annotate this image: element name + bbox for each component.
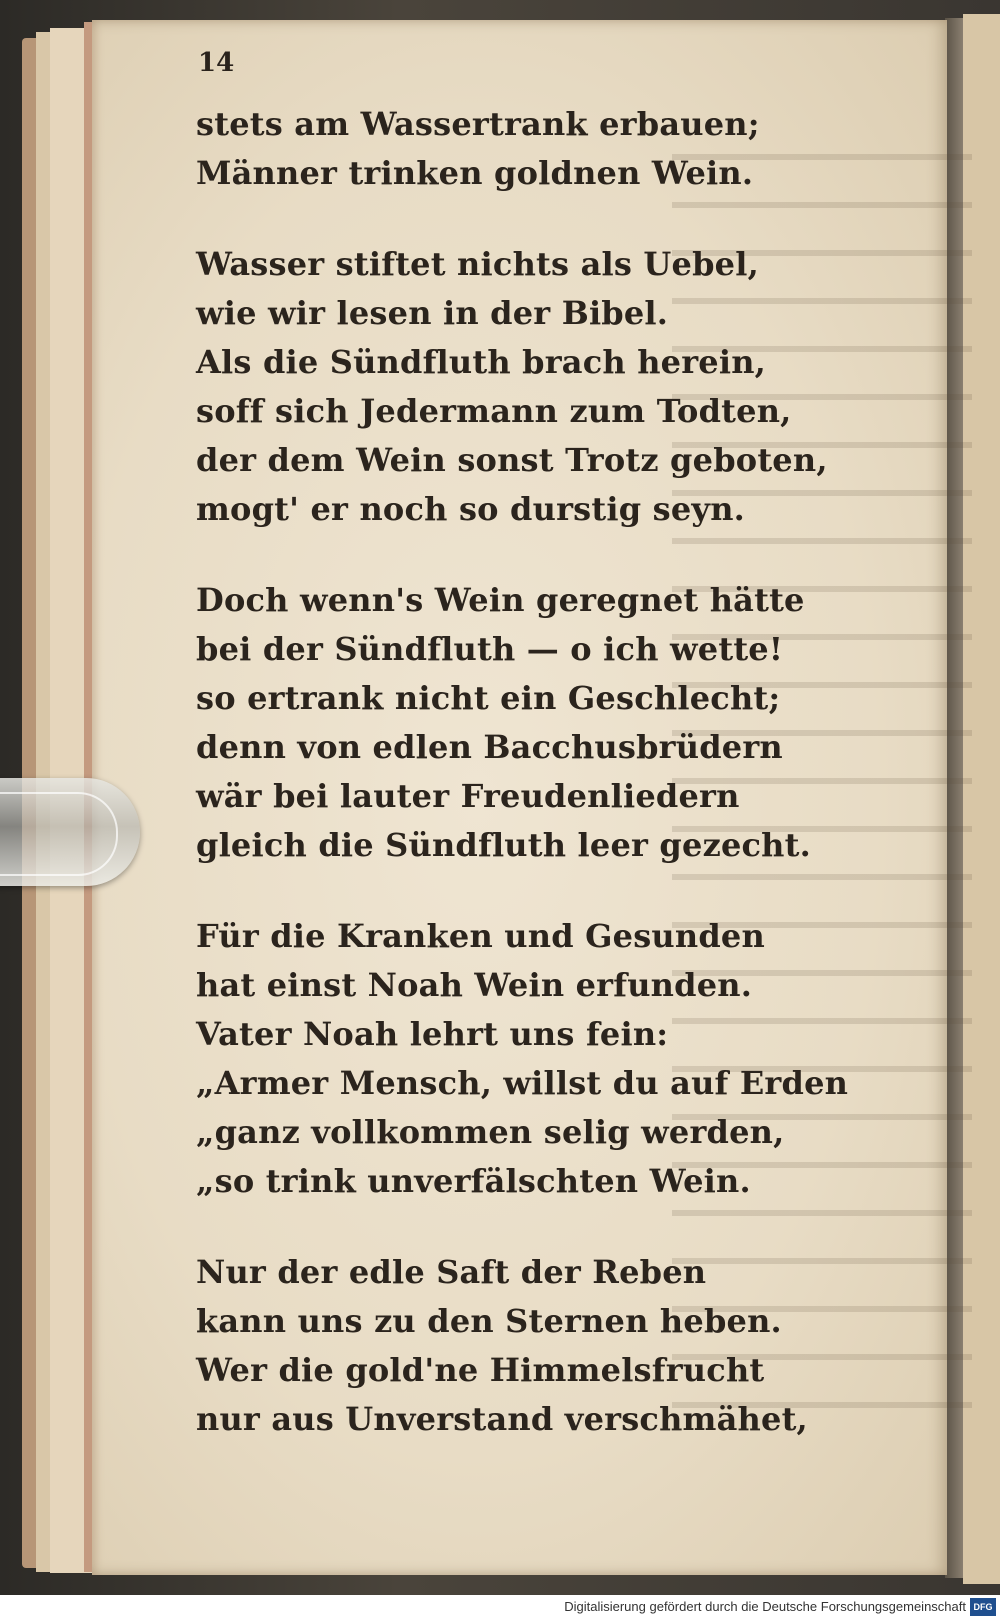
footer-bar (0, 1595, 1000, 1621)
stanza (196, 912, 849, 1206)
stanza (196, 100, 760, 198)
page-clip (0, 778, 140, 886)
verse-line: bei der Sündfluth — o ich wette! (196, 630, 784, 668)
stanza (196, 576, 811, 870)
verse-line: Als die Sündfluth brach herein, (196, 343, 767, 381)
verse-line: Nur der edle Saft der Reben (196, 1253, 707, 1291)
verse-line: wie wir lesen in der Bibel. (196, 294, 669, 332)
verse-line: „ganz vollkommen selig werden, (196, 1113, 785, 1151)
verse-line: wär bei lauter Freudenliedern (196, 777, 740, 815)
verse-line: Männer trinken goldnen Wein. (196, 154, 754, 192)
verse-line: so ertrank nicht ein Geschlecht; (196, 679, 781, 717)
verse-line: Vater Noah lehrt uns fein: (196, 1015, 669, 1053)
verse-line: hat einst Noah Wein erfunden. (196, 966, 753, 1004)
poem-text (196, 100, 849, 1444)
verse-line: soff sich Jedermann zum Todten, (196, 392, 792, 430)
verse-line: mogt' er noch so durstig seyn. (196, 490, 745, 528)
verse-line: Für die Kranken und Gesunden (196, 917, 765, 955)
verse-line: nur aus Unverstand verschmähet, (196, 1400, 808, 1438)
page-clip-highlight (0, 792, 118, 876)
verse-line: der dem Wein sonst Trotz geboten, (196, 441, 828, 479)
dfg-logo: DFG (970, 1598, 996, 1616)
verse-line: Wer die gold'ne Himmelsfrucht (196, 1351, 765, 1389)
verse-line: stets am Wassertrank erbauen; (196, 105, 760, 143)
footer-credit: Digitalisierung gefördert durch die Deutsche Forschungsgemeinschaft (564, 1599, 966, 1614)
verse-line: Doch wenn's Wein geregnet hätte (196, 581, 805, 619)
verse-line: „so trink unverfälschten Wein. (196, 1162, 751, 1200)
page-number: 14 (198, 48, 235, 78)
stanza (196, 240, 828, 534)
verse-line: kann uns zu den Sternen heben. (196, 1302, 782, 1340)
verse-line: Wasser stiftet nichts als Uebel, (196, 245, 759, 283)
stanza (196, 1248, 808, 1444)
verse-line: gleich die Sündfluth leer gezecht. (196, 826, 811, 864)
verse-line: denn von edlen Bacchusbrüdern (196, 728, 783, 766)
verse-line: „Armer Mensch, willst du auf Erden (196, 1064, 849, 1102)
